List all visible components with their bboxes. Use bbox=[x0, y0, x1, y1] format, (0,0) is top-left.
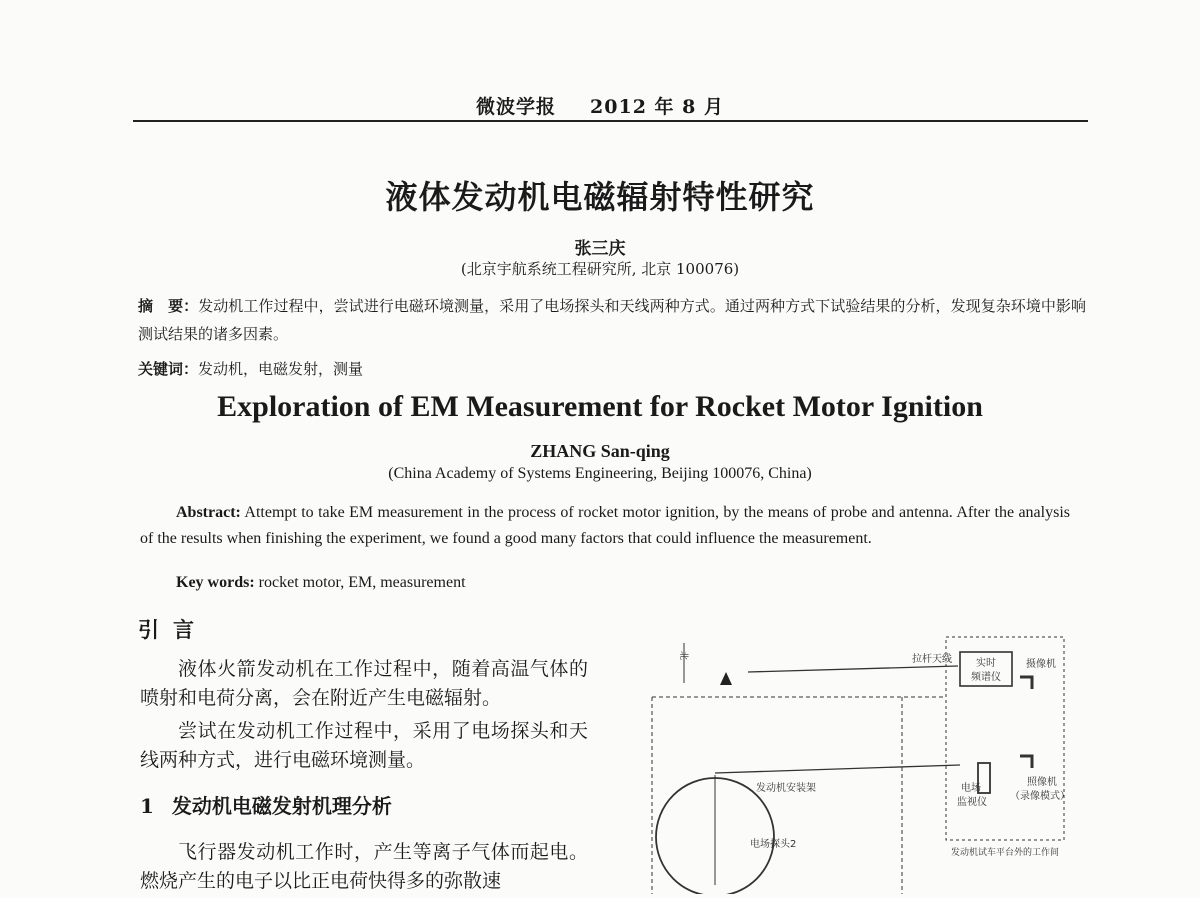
journal-name: 微波学报 bbox=[476, 96, 557, 118]
camera2-icon bbox=[1020, 756, 1032, 768]
keywords-en bbox=[176, 574, 466, 592]
spectrum-label-1: 实时 bbox=[976, 658, 996, 669]
section-title: 发动机电磁发射机理分析 bbox=[171, 794, 392, 818]
section-1-paragraph: 飞行器发动机工作时，产生等离子气体而起电。燃烧产生的电子以比正电荷快得多的弥散速 bbox=[140, 841, 588, 892]
abstract-en bbox=[140, 500, 1070, 552]
antenna-rod bbox=[748, 666, 958, 672]
section-number: 1 bbox=[140, 794, 154, 818]
keywords-cn bbox=[138, 355, 1086, 383]
abstract-en-label: Abstract: bbox=[176, 504, 241, 521]
keywords-cn-text: 发动机，电磁发射，测量 bbox=[198, 360, 364, 378]
abstract-en-text: Attempt to take EM measurement in the process of rocket motor ignition, by the means of probe and antenna. After the analysis of the results when finishing the experiment, we found a good many factors that could influence the measurement. bbox=[140, 504, 1070, 547]
abstract-cn bbox=[138, 292, 1086, 348]
issue-date: 2012 年 8 月 bbox=[590, 96, 724, 118]
antenna-label: 拉杆天线 bbox=[912, 654, 952, 665]
section-heading-intro: 引言 bbox=[138, 617, 208, 642]
keywords-cn-label: 关键词： bbox=[138, 360, 199, 378]
monitor-label-2: 监视仪 bbox=[957, 797, 987, 808]
paper-title-cn: 液体发动机电磁辐射特性研究 bbox=[385, 178, 815, 216]
author-cn: 张三庆 bbox=[574, 239, 626, 259]
affiliation-en: (China Academy of Systems Engineering, Beijing 100076, China) bbox=[388, 465, 812, 482]
mount-cable bbox=[715, 765, 960, 773]
camera-icon bbox=[1020, 677, 1032, 689]
camera2-label-2: （录像模式） bbox=[1010, 791, 1070, 802]
camera-label: 摄像机 bbox=[1026, 659, 1056, 670]
running-head bbox=[0, 92, 1200, 119]
intro-paragraph-2: 尝试在发动机工作过程中，采用了电场探头和天线两种方式，进行电磁环境测量。 bbox=[140, 720, 588, 771]
keywords-en-text: rocket motor, EM, measurement bbox=[254, 574, 466, 591]
abstract-cn-label: 摘 要： bbox=[138, 297, 199, 315]
header-rule bbox=[133, 120, 1088, 122]
affiliation-cn: (北京宇航系统工程研究所, 北京 100076) bbox=[460, 260, 740, 278]
room-label: 发动机试车平台外的工作间 bbox=[951, 848, 1060, 858]
probe-label: 电场探头2 bbox=[750, 839, 797, 850]
north-label: 北 bbox=[678, 651, 688, 661]
intro-paragraph-1: 液体火箭发动机在工作过程中，随着高温气体的喷射和电荷分离，会在附近产生电磁辐射。 bbox=[140, 658, 588, 709]
keywords-en-label: Key words: bbox=[176, 574, 255, 591]
author-en: ZHANG San-qing bbox=[530, 441, 670, 461]
measurement-setup-figure bbox=[640, 625, 1080, 898]
paper-title-en: Exploration of EM Measurement for Rocket Motor Ignition bbox=[217, 390, 983, 423]
mount-label: 发动机安装架 bbox=[756, 783, 816, 794]
antenna-base-icon bbox=[720, 672, 732, 685]
abstract-cn-text: 发动机工作过程中，尝试进行电磁环境测量，采用了电场探头和天线两种方式。通过两种方式下试验结果的分析，发现复杂环境中影响测试结果的诸多因素。 bbox=[138, 297, 1086, 343]
camera2-label-1: 照像机 bbox=[1027, 777, 1057, 788]
monitor-label-1: 电场 bbox=[961, 783, 981, 794]
section-heading-1 bbox=[140, 790, 392, 819]
spectrum-label-2: 频谱仪 bbox=[971, 672, 1001, 683]
setup-diagram bbox=[640, 625, 1080, 894]
